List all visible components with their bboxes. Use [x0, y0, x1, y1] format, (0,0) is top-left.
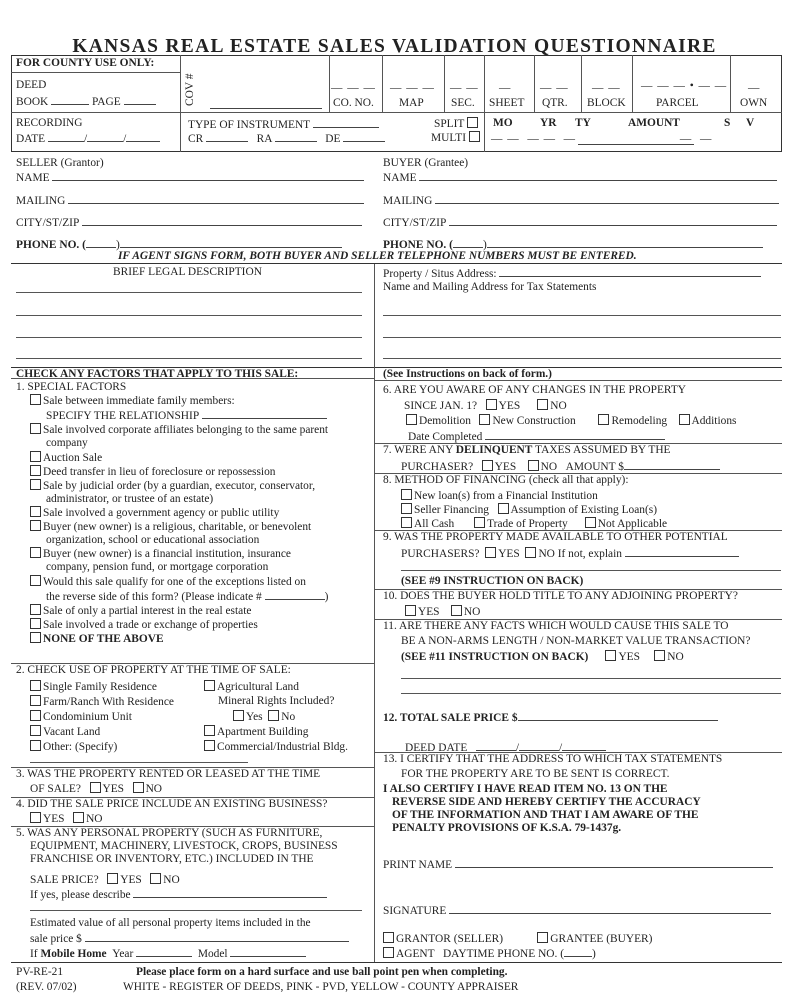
sec-label: SEC.	[451, 97, 475, 109]
checkbox[interactable]	[30, 575, 41, 586]
tax-address-line[interactable]	[383, 358, 781, 359]
q7-delinquent[interactable]: PURCHASER? YES NO AMOUNT $	[401, 459, 720, 474]
cov-label: COV #	[184, 73, 196, 106]
situs-address-field[interactable]: Property / Situs Address:	[383, 266, 761, 281]
check-factors-heading: CHECK ANY FACTORS THAT APPLY TO THIS SALE:	[16, 368, 299, 380]
book-page-field[interactable]: BOOK PAGE	[16, 94, 156, 109]
map-label: MAP	[399, 97, 424, 109]
use-apartment[interactable]: Apartment Building	[204, 725, 308, 739]
agent-phone-field[interactable]: AGENT DAYTIME PHONE NO. ( )	[383, 946, 596, 961]
cov-field[interactable]	[210, 98, 322, 109]
legal-line[interactable]	[16, 292, 362, 293]
q5-describe-field[interactable]: If yes, please describe	[30, 887, 327, 902]
q11-non-arms[interactable]: (SEE #11 INSTRUCTION ON BACK) YES NO	[401, 651, 684, 663]
county-use-heading: FOR COUNTY USE ONLY:	[16, 57, 155, 69]
instrument-codes[interactable]: CR RA DE	[188, 131, 385, 146]
fin-seller-assume[interactable]: Seller Financing Assumption of Existing Loan(s)	[401, 503, 657, 517]
checkbox[interactable]	[30, 465, 41, 476]
mineral-yes-no[interactable]: Yes No	[233, 710, 295, 724]
legal-line[interactable]	[16, 358, 362, 359]
see-instructions: (See Instructions on back of form.)	[383, 368, 552, 380]
q1-special-factors: 1. SPECIAL FACTORS Sale between immediate family members: SPECIFY THE RELATIONSHIP Sale involved corporate affiliates belonging to the same parent company Auction Sale Deed transfer in lieu of foreclosure or repossession Sale by judicial order (by a guardian, executor, conservator, administrator, or trustee of an estate) Sale involved a government agency or public utility Buyer (new owner) is a religious, charitable, or benevolent organization, school or educational association Buyer (new owner) is a financial institution, insurance company, pension fund, or mortgage corporation Would this sale qualify for one of the exceptions listed on the reverse side of this form? (Please indicate # ) Sale of only a partial interest in the real estate Sale involved a trade or exchange of properties NONE OF THE ABOVE	[16, 381, 329, 645]
checkbox[interactable]	[30, 547, 41, 558]
buyer-phone-field[interactable]: PHONE NO. ( )	[383, 237, 763, 252]
use-single-family[interactable]: Single Family Residence	[30, 680, 157, 694]
q6-changes[interactable]: SINCE JAN. 1? YES NO	[404, 400, 567, 412]
checkbox[interactable]	[30, 423, 41, 434]
form-title: KANSAS REAL ESTATE SALES VALIDATION QUESTIONNAIRE	[72, 36, 717, 57]
use-condominium[interactable]: Condominium Unit	[30, 710, 132, 724]
deed-label: DEED	[16, 79, 47, 91]
tax-address-line[interactable]	[383, 337, 781, 338]
agent-note: IF AGENT SIGNS FORM, BOTH BUYER AND SELLER TELEPHONE NUMBERS MUST BE ENTERED.	[118, 250, 637, 262]
co-no-label: CO. NO.	[333, 97, 374, 109]
seller-city-field[interactable]: CITY/ST/ZIP	[16, 215, 362, 230]
q5-mobile-home[interactable]: If Mobile Home Year Model	[30, 946, 306, 961]
q6-change-types[interactable]: Demolition New Construction Remodeling Additions	[406, 414, 736, 428]
legal-line[interactable]	[16, 315, 362, 316]
checkbox[interactable]	[30, 394, 41, 405]
tax-address-line[interactable]	[383, 315, 781, 316]
checkbox[interactable]	[30, 632, 41, 643]
checkbox[interactable]	[30, 479, 41, 490]
signature-field[interactable]: SIGNATURE	[383, 903, 771, 918]
checkbox[interactable]	[30, 604, 41, 615]
buyer-mailing-field[interactable]: MAILING	[383, 193, 779, 208]
checkbox[interactable]	[30, 520, 41, 531]
parcel-label: PARCEL	[656, 97, 699, 109]
deed-date-field[interactable]: DEED DATE / /	[405, 740, 606, 755]
seller-name-field[interactable]: NAME	[16, 170, 364, 185]
own-label: OWN	[740, 97, 768, 109]
use-other[interactable]: Other: (Specify)	[30, 740, 117, 754]
footer-instruction: Please place form on a hard surface and use ball point pen when completing.	[136, 966, 508, 978]
footer-distribution: WHITE - REGISTER OF DEEDS, PINK - PVD, YELLOW - COUNTY APPRAISER	[123, 981, 519, 993]
legal-description-label: BRIEF LEGAL DESCRIPTION	[113, 266, 262, 278]
checkbox[interactable]	[30, 506, 41, 517]
buyer-city-field[interactable]: CITY/ST/ZIP	[383, 215, 777, 230]
instrument-type-field[interactable]: TYPE OF INSTRUMENT	[188, 117, 379, 132]
seller-heading: SELLER (Grantor)	[16, 157, 104, 169]
qtr-label: QTR.	[542, 97, 568, 109]
q2-use-heading: 2. CHECK USE OF PROPERTY AT THE TIME OF SALE:	[16, 664, 291, 676]
q3-rented[interactable]: OF SALE? YES NO	[30, 783, 163, 795]
split-checkbox[interactable]: SPLIT	[434, 117, 480, 131]
fin-cash-trade-na[interactable]: All Cash Trade of Property Not Applicable	[401, 517, 667, 531]
print-name-field[interactable]: PRINT NAME	[383, 857, 773, 872]
use-agricultural[interactable]: Agricultural Land	[204, 680, 299, 694]
buyer-heading: BUYER (Grantee)	[383, 157, 469, 169]
q5-value-field[interactable]: sale price $	[30, 931, 349, 946]
q10-adjoining[interactable]: YES NO	[405, 605, 480, 619]
q5-yes-no[interactable]: SALE PRICE? YES NO	[30, 874, 180, 886]
total-sale-price-field[interactable]: 12. TOTAL SALE PRICE $	[383, 710, 718, 725]
checkbox[interactable]	[30, 451, 41, 462]
legal-line[interactable]	[16, 337, 362, 338]
q6-date-completed[interactable]: Date Completed	[408, 429, 665, 444]
tax-address-label: Name and Mailing Address for Tax Statements	[383, 281, 597, 293]
certification-text: I ALSO CERTIFY I HAVE READ ITEM NO. 13 ON THE REVERSE SIDE AND HEREBY CERTIFY THE ACCURACY OF THE INFORMATION AND THAT I AM AWARE OF THE PENALTY PROVISIONS OF K.S.A. 79-1437g.	[383, 783, 701, 835]
seller-mailing-field[interactable]: MAILING	[16, 193, 364, 208]
use-farm-ranch[interactable]: Farm/Ranch With Residence	[30, 695, 174, 709]
recording-date-field[interactable]: DATE / /	[16, 131, 160, 146]
multi-checkbox[interactable]: MULTI	[431, 131, 482, 145]
q4-business[interactable]: YES NO	[30, 812, 103, 826]
checkbox[interactable]	[30, 618, 41, 629]
q9-available[interactable]: PURCHASERS? YES NO If not, explain	[401, 546, 739, 561]
buyer-name-field[interactable]: NAME	[383, 170, 777, 185]
signer-role[interactable]: GRANTOR (SELLER) GRANTEE (BUYER)	[383, 932, 652, 946]
block-label: BLOCK	[587, 97, 626, 109]
use-vacant-land[interactable]: Vacant Land	[30, 725, 100, 739]
sheet-label: SHEET	[489, 97, 525, 109]
fin-new-loan[interactable]: New loan(s) from a Financial Institution	[401, 489, 598, 503]
revision: (REV. 07/02)	[16, 981, 77, 993]
q5-personal-property: 5. WAS ANY PERSONAL PROPERTY (SUCH AS FURNITURE, EQUIPMENT, MACHINERY, LIVESTOCK, CROPS, BUSINESS FRANCHISE OR INVENTORY, ETC.) INCLUDED IN THE	[16, 827, 338, 866]
seller-phone-field[interactable]: PHONE NO. ( )	[16, 237, 342, 252]
use-commercial[interactable]: Commercial/Industrial Bldg.	[204, 740, 348, 754]
form-number: PV-RE-21	[16, 966, 64, 978]
recording-label: RECORDING	[16, 117, 83, 129]
